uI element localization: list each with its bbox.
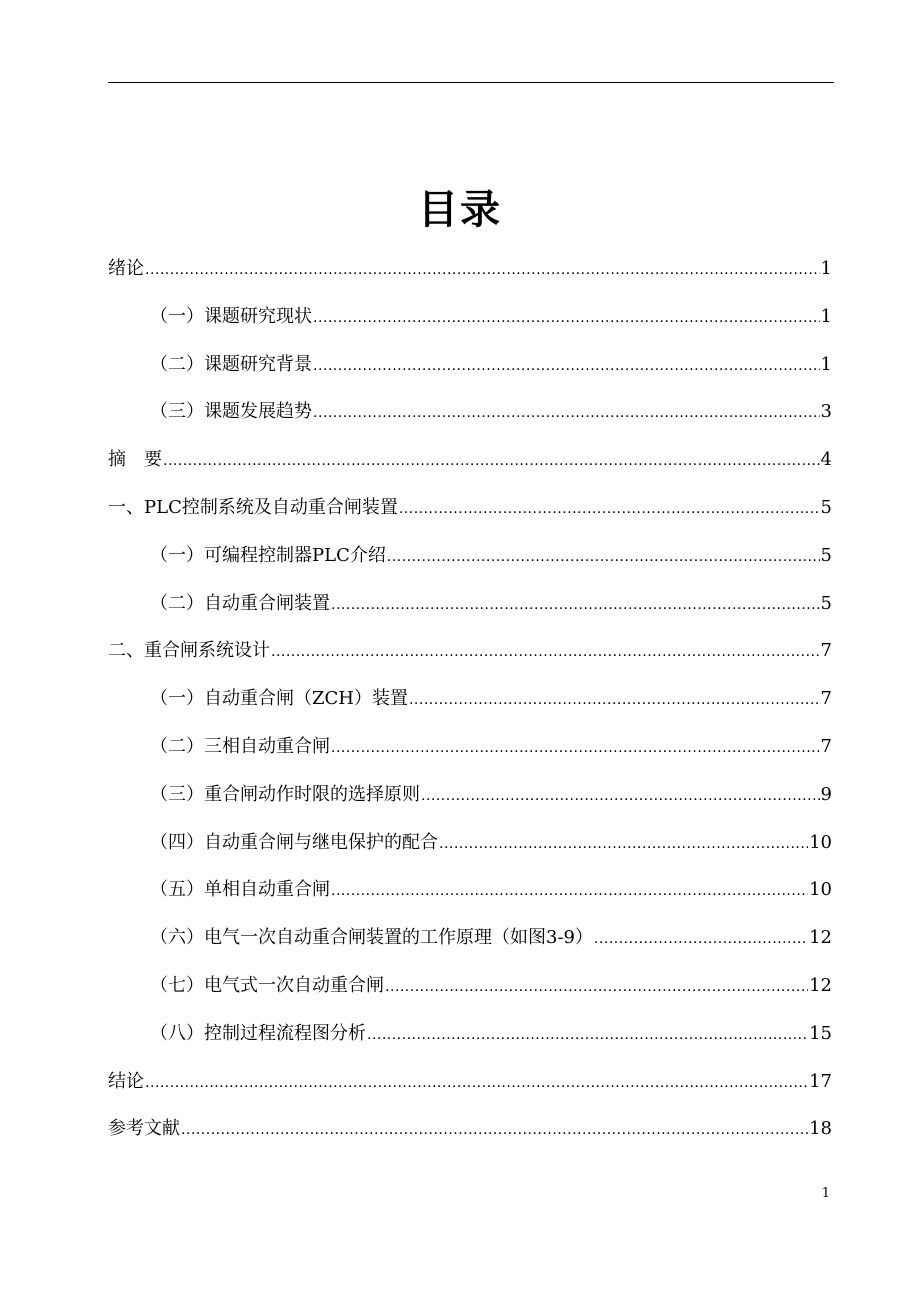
toc-entry[interactable] — [150, 397, 832, 427]
toc-entry-label: （一）课题研究现状 — [150, 305, 312, 327]
toc-entry-page: 5 — [820, 497, 832, 518]
toc-entry-page: 12 — [809, 927, 832, 949]
toc-entry-label: 摘 要 — [108, 449, 162, 471]
toc-leader-dots — [385, 971, 808, 1002]
toc-entry-label: 参考文献 — [108, 1118, 180, 1140]
toc-entry-page: 7 — [820, 688, 832, 710]
toc-leader-dots — [367, 1019, 808, 1050]
toc-entry[interactable] — [150, 971, 832, 1001]
toc-leader-dots — [331, 589, 820, 620]
page-title: 目录 — [418, 187, 502, 233]
toc-entry[interactable] — [150, 589, 832, 619]
toc-entry-page: 10 — [809, 831, 832, 853]
toc-leader-dots — [313, 350, 820, 381]
toc-entry-page: 15 — [809, 1022, 832, 1044]
toc-leader-dots — [271, 636, 820, 667]
toc-entry-page: 1 — [820, 305, 832, 327]
toc-leader-dots — [399, 493, 820, 524]
page-number: 1 — [821, 1186, 830, 1201]
toc-entry-page: 5 — [820, 592, 832, 614]
toc-entry[interactable] — [108, 636, 832, 666]
toc-entry[interactable] — [150, 780, 832, 810]
toc-leader-dots — [421, 780, 820, 811]
toc-leader-dots — [594, 923, 808, 954]
toc-entry[interactable] — [108, 1114, 832, 1144]
toc-entry-label: 结论 — [108, 1070, 144, 1092]
toc-entry-page: 7 — [820, 640, 832, 662]
toc-entry-label: （二）课题研究背景 — [150, 353, 312, 375]
toc-entry-label: 绪论 — [108, 258, 144, 279]
toc-entry-label: （七）电气式一次自动重合闸 — [150, 975, 384, 996]
toc-entry[interactable] — [150, 1019, 832, 1049]
toc-leader-dots — [145, 254, 820, 285]
toc-leader-dots — [163, 445, 820, 476]
toc-entry-page: 9 — [820, 783, 832, 805]
toc-entry-label: 一、PLC控制系统及自动重合闸装置 — [108, 497, 398, 518]
toc-leader-dots — [439, 828, 808, 859]
toc-leader-dots — [145, 1067, 808, 1098]
toc-leader-dots — [331, 875, 808, 906]
toc-leader-dots — [181, 1114, 808, 1145]
toc-entry[interactable] — [150, 732, 832, 762]
toc-entry-label: （一）可编程控制器PLC介绍 — [150, 544, 386, 566]
toc-entry-page: 3 — [820, 401, 832, 423]
toc-entry-label: （六）电气一次自动重合闸装置的工作原理（如图3-9） — [150, 927, 593, 949]
toc-entry[interactable] — [150, 923, 832, 953]
toc-entry[interactable] — [150, 684, 832, 714]
toc-entry-label: （二）三相自动重合闸 — [150, 736, 330, 757]
toc-entry-label: （八）控制过程流程图分析 — [150, 1022, 366, 1044]
toc-entry-page: 18 — [809, 1118, 832, 1140]
toc-entry-page: 1 — [820, 353, 832, 375]
toc-entry-label: （四）自动重合闸与继电保护的配合 — [150, 831, 438, 853]
toc-entry-label: （三）课题发展趋势 — [150, 401, 312, 423]
toc-entry[interactable] — [108, 254, 832, 284]
toc-leader-dots — [331, 732, 820, 763]
toc-entry-label: （二）自动重合闸装置 — [150, 592, 330, 614]
toc-entry[interactable] — [150, 541, 832, 571]
toc-entry[interactable] — [150, 828, 832, 858]
toc-entry-label: 二、重合闸系统设计 — [108, 640, 270, 662]
toc-entry[interactable] — [150, 875, 832, 905]
toc-entry[interactable] — [108, 493, 832, 523]
toc-entry-page: 1 — [820, 258, 832, 279]
toc-entry-page: 5 — [820, 544, 832, 566]
toc-entry[interactable] — [108, 1067, 832, 1097]
toc-leader-dots — [313, 397, 820, 428]
toc-leader-dots — [387, 541, 820, 572]
toc-entry-page: 17 — [809, 1070, 832, 1092]
toc-entry-label: （三）重合闸动作时限的选择原则 — [150, 783, 420, 805]
toc-entry-page: 12 — [809, 975, 832, 996]
toc-leader-dots — [313, 302, 820, 333]
toc-entry-page: 10 — [809, 879, 832, 901]
toc-entry[interactable] — [150, 302, 832, 332]
toc-entry-page: 7 — [820, 736, 832, 757]
toc-entry[interactable] — [150, 350, 832, 380]
toc-entry-label: （一）自动重合闸（ZCH）装置 — [150, 688, 408, 710]
toc-entry[interactable] — [108, 445, 832, 475]
toc-entry-label: （五）单相自动重合闸 — [150, 879, 330, 901]
toc-leader-dots — [409, 684, 820, 715]
toc-entry-page: 4 — [820, 449, 832, 471]
